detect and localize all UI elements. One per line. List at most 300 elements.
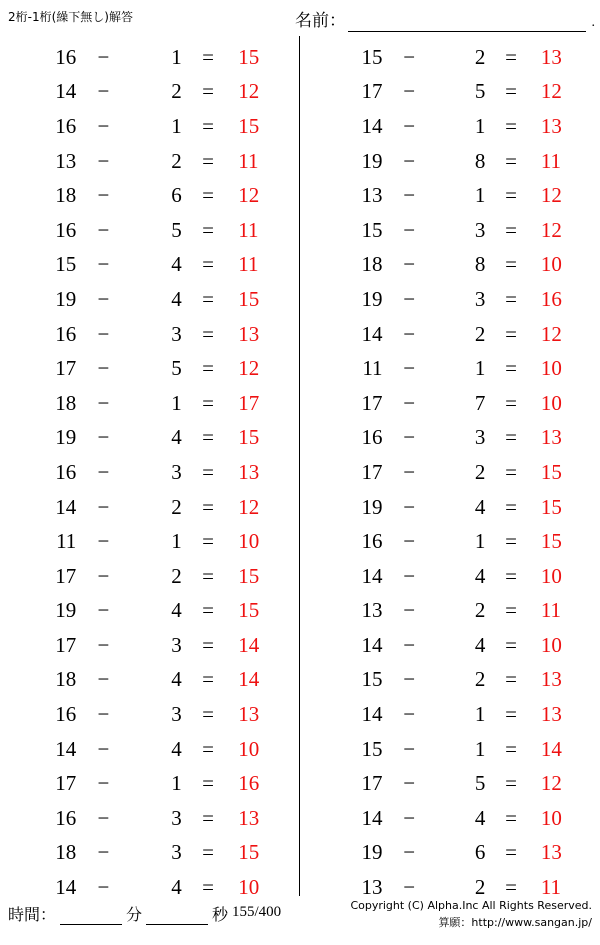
operand-left: 14 — [361, 563, 383, 588]
operand-left: 15 — [361, 667, 383, 692]
answer-value: 11 — [540, 875, 562, 900]
operand-right: 4 — [474, 805, 486, 830]
operand-right: 3 — [171, 702, 182, 727]
operand-left: 18 — [55, 390, 77, 415]
operand-left: 19 — [361, 494, 383, 519]
operand-left: 13 — [361, 875, 383, 900]
problem-row — [300, 594, 600, 629]
operand-left: 13 — [361, 598, 383, 623]
minus-icon: − — [403, 563, 416, 588]
minus-icon: − — [97, 390, 110, 415]
equals-icon: = — [202, 44, 214, 69]
operand-right: 1 — [171, 44, 182, 69]
answer-value: 13 — [238, 702, 260, 727]
seconds-input[interactable] — [146, 905, 208, 925]
problem-column-left — [0, 36, 300, 900]
name-field-area — [295, 4, 595, 32]
operand-right: 4 — [171, 875, 182, 900]
operand-right: 2 — [171, 148, 182, 173]
answer-value: 13 — [540, 667, 562, 692]
equals-icon: = — [505, 217, 518, 242]
operand-left: 15 — [361, 217, 383, 242]
answer-value: 12 — [238, 494, 260, 519]
problem-row — [0, 317, 299, 352]
equals-icon: = — [202, 563, 214, 588]
operand-left: 17 — [55, 356, 77, 381]
problem-row — [300, 144, 600, 179]
operand-left: 14 — [361, 321, 383, 346]
operand-left: 13 — [361, 183, 383, 208]
minus-icon: − — [97, 217, 110, 242]
problem-row — [0, 697, 299, 732]
minus-icon: − — [403, 667, 416, 692]
credit-text: 算願：http://www.sangan.jp/ — [438, 916, 592, 929]
equals-icon: = — [202, 321, 214, 346]
operand-right: 4 — [171, 667, 182, 692]
page-header — [0, 0, 600, 36]
minus-icon: − — [97, 425, 110, 450]
page-number: 155/400 — [232, 904, 282, 920]
problem-row — [0, 594, 299, 629]
operand-right: 3 — [171, 459, 182, 484]
operand-right: 4 — [171, 736, 182, 761]
equals-icon: = — [505, 321, 518, 346]
problem-row — [0, 282, 299, 317]
operand-right: 1 — [474, 356, 486, 381]
equals-icon: = — [505, 494, 518, 519]
problem-row — [0, 455, 299, 490]
minus-icon: − — [403, 529, 416, 554]
problem-row — [300, 836, 600, 871]
equals-icon: = — [505, 632, 518, 657]
operand-left: 17 — [55, 632, 77, 657]
equals-icon: = — [202, 736, 214, 761]
problem-columns — [0, 36, 600, 900]
answer-value: 10 — [540, 252, 562, 277]
problem-row — [0, 75, 299, 110]
answer-value: 13 — [540, 44, 562, 69]
problem-row — [300, 109, 600, 144]
operand-right: 4 — [171, 598, 182, 623]
answer-value: 10 — [540, 390, 562, 415]
answer-value: 14 — [540, 736, 562, 761]
equals-icon: = — [202, 390, 214, 415]
operand-right: 8 — [474, 252, 486, 277]
minus-icon: − — [403, 425, 416, 450]
answer-value: 14 — [238, 632, 260, 657]
problem-row — [0, 524, 299, 559]
operand-left: 11 — [56, 529, 77, 554]
minus-icon: − — [403, 286, 416, 311]
operand-left: 17 — [361, 79, 383, 104]
operand-right: 3 — [171, 321, 182, 346]
operand-right: 1 — [171, 529, 182, 554]
problem-row — [300, 351, 600, 386]
problem-row — [0, 732, 299, 767]
equals-icon: = — [505, 148, 518, 173]
minutes-unit: 分 — [126, 905, 143, 924]
problem-row — [300, 628, 600, 663]
problem-row — [300, 40, 600, 75]
problem-row — [300, 732, 600, 767]
operand-left: 17 — [361, 459, 383, 484]
operand-left: 11 — [362, 356, 383, 381]
equals-icon: = — [202, 702, 214, 727]
answer-value: 10 — [238, 875, 260, 900]
operand-right: 1 — [474, 183, 486, 208]
problem-row — [0, 178, 299, 213]
operand-right: 2 — [474, 598, 486, 623]
operand-right: 3 — [171, 840, 182, 865]
operand-right: 2 — [474, 667, 486, 692]
answer-value: 13 — [540, 840, 562, 865]
minus-icon: − — [97, 632, 110, 657]
problem-row — [300, 213, 600, 248]
minus-icon: − — [97, 598, 110, 623]
equals-icon: = — [505, 44, 518, 69]
equals-icon: = — [505, 356, 518, 381]
time-field-area — [8, 902, 228, 925]
minus-icon: − — [97, 113, 110, 138]
answer-value: 15 — [238, 286, 260, 311]
problem-column-right — [300, 36, 600, 900]
operand-right: 2 — [474, 875, 486, 900]
operand-left: 16 — [361, 425, 383, 450]
answer-value: 12 — [540, 79, 562, 104]
equals-icon: = — [202, 183, 214, 208]
operand-left: 16 — [55, 113, 77, 138]
problem-row — [0, 559, 299, 594]
equals-icon: = — [505, 286, 518, 311]
problem-row — [0, 386, 299, 421]
minus-icon: − — [97, 494, 110, 519]
minus-icon: − — [403, 79, 416, 104]
minus-icon: − — [403, 875, 416, 900]
equals-icon: = — [505, 771, 518, 796]
operand-right: 2 — [171, 563, 182, 588]
operand-right: 6 — [474, 840, 486, 865]
answer-value: 12 — [540, 183, 562, 208]
answer-value: 10 — [540, 632, 562, 657]
problem-row — [300, 697, 600, 732]
equals-icon: = — [505, 113, 518, 138]
name-colon: ： — [329, 11, 346, 31]
minus-icon: − — [403, 252, 416, 277]
answer-value: 13 — [238, 459, 260, 484]
operand-left: 17 — [55, 563, 77, 588]
operand-left: 16 — [55, 459, 77, 484]
operand-right: 2 — [171, 494, 182, 519]
equals-icon: = — [202, 494, 214, 519]
equals-icon: = — [505, 183, 518, 208]
equals-icon: = — [202, 459, 214, 484]
operand-left: 19 — [55, 286, 77, 311]
operand-left: 15 — [361, 44, 383, 69]
minus-icon: − — [97, 840, 110, 865]
minus-icon: − — [403, 632, 416, 657]
operand-left: 13 — [55, 148, 77, 173]
page-footer — [0, 896, 600, 945]
answer-value: 11 — [540, 148, 562, 173]
answer-value: 10 — [238, 529, 260, 554]
operand-right: 3 — [474, 286, 486, 311]
minus-icon: − — [403, 217, 416, 242]
operand-left: 19 — [55, 425, 77, 450]
operand-right: 3 — [474, 425, 486, 450]
operand-right: 5 — [171, 356, 182, 381]
answer-value: 13 — [540, 113, 562, 138]
answer-value: 15 — [540, 529, 562, 554]
operand-right: 4 — [474, 632, 486, 657]
equals-icon: = — [505, 667, 518, 692]
equals-icon: = — [202, 598, 214, 623]
equals-icon: = — [505, 598, 518, 623]
problem-row — [0, 801, 299, 836]
operand-right: 5 — [474, 771, 486, 796]
equals-icon: = — [202, 252, 214, 277]
problem-row — [300, 282, 600, 317]
operand-left: 19 — [361, 286, 383, 311]
operand-right: 5 — [171, 217, 182, 242]
operand-left: 14 — [55, 736, 77, 761]
operand-left: 14 — [361, 113, 383, 138]
operand-left: 14 — [361, 702, 383, 727]
answer-value: 10 — [540, 805, 562, 830]
minus-icon: − — [403, 113, 416, 138]
seconds-unit: 秒 — [212, 905, 229, 924]
name-input[interactable] — [348, 9, 586, 32]
operand-left: 18 — [55, 840, 77, 865]
operand-right: 4 — [171, 425, 182, 450]
problem-row — [300, 421, 600, 456]
equals-icon: = — [505, 840, 518, 865]
answer-value: 11 — [238, 217, 259, 242]
answer-value: 10 — [540, 563, 562, 588]
minus-icon: − — [403, 805, 416, 830]
copyright-text: Copyright (C) Alpha.Inc All Rights Reserved. — [350, 899, 592, 912]
minus-icon: − — [97, 252, 110, 277]
answer-value: 12 — [540, 321, 562, 346]
minus-icon: − — [97, 667, 110, 692]
answer-value: 13 — [540, 702, 562, 727]
equals-icon: = — [505, 805, 518, 830]
minus-icon: − — [403, 321, 416, 346]
name-end-dot: . — [591, 15, 595, 30]
problem-row — [300, 490, 600, 525]
problem-row — [0, 490, 299, 525]
equals-icon: = — [202, 667, 214, 692]
operand-right: 3 — [474, 217, 486, 242]
answer-value: 15 — [238, 598, 260, 623]
minus-icon: − — [97, 44, 110, 69]
answer-value: 11 — [238, 252, 259, 277]
operand-right: 4 — [171, 286, 182, 311]
operand-left: 16 — [55, 702, 77, 727]
operand-left: 15 — [361, 736, 383, 761]
minus-icon: − — [97, 286, 110, 311]
operand-right: 4 — [474, 563, 486, 588]
operand-right: 1 — [171, 771, 182, 796]
equals-icon: = — [505, 702, 518, 727]
equals-icon: = — [202, 805, 214, 830]
minutes-input[interactable] — [60, 905, 122, 925]
answer-value: 15 — [238, 113, 260, 138]
minus-icon: − — [403, 390, 416, 415]
equals-icon: = — [202, 875, 214, 900]
operand-left: 14 — [55, 79, 77, 104]
problem-row — [300, 178, 600, 213]
answer-value: 16 — [540, 286, 562, 311]
problem-row — [300, 524, 600, 559]
operand-left: 19 — [55, 598, 77, 623]
minus-icon: − — [403, 736, 416, 761]
operand-left: 15 — [55, 252, 77, 277]
equals-icon: = — [505, 79, 518, 104]
problem-row — [300, 248, 600, 283]
equals-icon: = — [505, 736, 518, 761]
operand-right: 1 — [474, 113, 486, 138]
operand-left: 16 — [55, 321, 77, 346]
operand-left: 16 — [55, 805, 77, 830]
operand-left: 16 — [55, 217, 77, 242]
minus-icon: − — [97, 875, 110, 900]
problem-row — [0, 421, 299, 456]
page-title: 2桁-1桁(繰下無し)解答 — [8, 10, 133, 24]
minus-icon: − — [97, 459, 110, 484]
operand-left: 17 — [361, 390, 383, 415]
equals-icon: = — [202, 771, 214, 796]
operand-right: 1 — [171, 113, 182, 138]
answer-value: 15 — [238, 425, 260, 450]
answer-value: 12 — [238, 79, 260, 104]
minus-icon: − — [403, 148, 416, 173]
operand-left: 17 — [361, 771, 383, 796]
equals-icon: = — [202, 286, 214, 311]
minus-icon: − — [97, 529, 110, 554]
equals-icon: = — [202, 632, 214, 657]
operand-right: 3 — [171, 632, 182, 657]
equals-icon: = — [202, 113, 214, 138]
minus-icon: − — [403, 183, 416, 208]
operand-right: 2 — [474, 459, 486, 484]
answer-value: 13 — [238, 805, 260, 830]
problem-row — [300, 559, 600, 594]
operand-right: 3 — [171, 805, 182, 830]
minus-icon: − — [97, 148, 110, 173]
answer-value: 17 — [238, 390, 260, 415]
answer-value: 12 — [238, 183, 260, 208]
problem-row — [300, 317, 600, 352]
operand-left: 14 — [361, 805, 383, 830]
equals-icon: = — [202, 840, 214, 865]
answer-value: 14 — [238, 667, 260, 692]
problem-row — [0, 144, 299, 179]
problem-row — [0, 213, 299, 248]
problem-row — [0, 40, 299, 75]
answer-value: 10 — [238, 736, 260, 761]
problem-row — [0, 663, 299, 698]
equals-icon: = — [202, 148, 214, 173]
answer-value: 15 — [540, 459, 562, 484]
operand-right: 2 — [171, 79, 182, 104]
problem-row — [0, 766, 299, 801]
minus-icon: − — [97, 183, 110, 208]
answer-value: 13 — [540, 425, 562, 450]
equals-icon: = — [202, 425, 214, 450]
equals-icon: = — [202, 79, 214, 104]
minus-icon: − — [97, 805, 110, 830]
operand-left: 18 — [55, 183, 77, 208]
equals-icon: = — [202, 356, 214, 381]
answer-value: 15 — [238, 563, 260, 588]
operand-right: 2 — [474, 321, 486, 346]
equals-icon: = — [505, 529, 518, 554]
minus-icon: − — [403, 494, 416, 519]
answer-value: 16 — [238, 771, 260, 796]
problem-row — [0, 109, 299, 144]
minus-icon: − — [403, 459, 416, 484]
operand-right: 1 — [474, 529, 486, 554]
operand-left: 18 — [361, 252, 383, 277]
problem-row — [0, 628, 299, 663]
minus-icon: − — [403, 771, 416, 796]
name-label: 名前 — [295, 11, 329, 31]
operand-right: 1 — [474, 736, 486, 761]
operand-left: 14 — [55, 494, 77, 519]
minus-icon: − — [97, 736, 110, 761]
answer-value: 15 — [238, 44, 260, 69]
answer-value: 12 — [540, 771, 562, 796]
answer-value: 10 — [540, 356, 562, 381]
minus-icon: − — [403, 702, 416, 727]
equals-icon: = — [505, 252, 518, 277]
problem-row — [300, 75, 600, 110]
equals-icon: = — [202, 529, 214, 554]
problem-row — [300, 663, 600, 698]
problem-row — [300, 766, 600, 801]
minus-icon: − — [97, 563, 110, 588]
answer-value: 15 — [540, 494, 562, 519]
operand-right: 7 — [474, 390, 486, 415]
answer-value: 11 — [238, 148, 259, 173]
minus-icon: − — [97, 321, 110, 346]
minus-icon: − — [403, 598, 416, 623]
operand-right: 1 — [171, 390, 182, 415]
operand-left: 18 — [55, 667, 77, 692]
operand-right: 4 — [474, 494, 486, 519]
time-label: 時間： — [8, 905, 57, 924]
answer-value: 12 — [540, 217, 562, 242]
operand-right: 6 — [171, 183, 182, 208]
equals-icon: = — [505, 875, 518, 900]
answer-value: 12 — [238, 356, 260, 381]
operand-left: 17 — [55, 771, 77, 796]
operand-left: 19 — [361, 148, 383, 173]
equals-icon: = — [505, 390, 518, 415]
operand-left: 14 — [55, 875, 77, 900]
operand-right: 4 — [171, 252, 182, 277]
operand-right: 8 — [474, 148, 486, 173]
operand-right: 1 — [474, 702, 486, 727]
minus-icon: − — [403, 356, 416, 381]
operand-right: 2 — [474, 44, 486, 69]
minus-icon: − — [403, 44, 416, 69]
operand-left: 19 — [361, 840, 383, 865]
minus-icon: − — [97, 702, 110, 727]
minus-icon: − — [97, 356, 110, 381]
operand-left: 14 — [361, 632, 383, 657]
equals-icon: = — [505, 563, 518, 588]
